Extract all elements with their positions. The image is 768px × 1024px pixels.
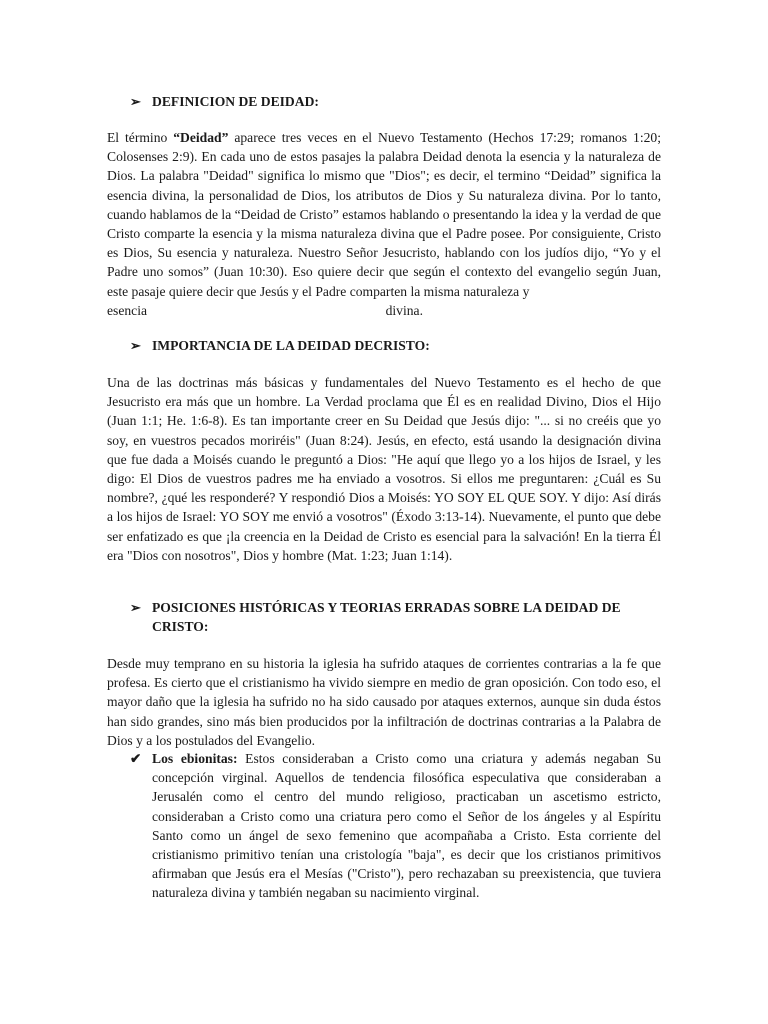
paragraph-definicion: El término “Deidad” aparece tres veces en el Nuevo Testamento (Hechos 17:29; romanos 1:20; Colosenses 2:9). En cada uno de estos pasajes la palabra Deidad denota la esencia y la naturaleza de Dios. La palabra "Deidad" significa lo mismo que "Dios"; es decir, el termino “Deidad” significa la esencia divina, la personalidad de Dios, los atributos de Dios y Su naturaleza divina. Por lo tanto, cuando hablamos de la “Deidad de Cristo” estamos hablando o presentando la idea y la verdad de que Cristo comparte la esencia y la misma naturaleza divina que el Padre posee. Por consiguiente, Cristo es Dios, Su esencia y naturaleza. Nuestro Señor Jesucristo, hablando con los judíos dijo, “Yo y el Padre uno somos” (Juan 10:30). Eso quiere decir que según el contexto del evangelio según Juan, este pasaje quiere decir que Jesús y el Padre comparten la misma naturaleza y esencia divina. bbox=[107, 128, 661, 320]
heading-text: IMPORTANCIA DE LA DEIDAD DECRISTO: bbox=[152, 338, 430, 353]
list-item-ebionitas bbox=[130, 749, 661, 903]
checkmark-icon: ✔ bbox=[130, 751, 142, 766]
arrowhead-icon: ➢ bbox=[130, 600, 141, 615]
heading-text-line-1: POSICIONES HISTÓRICAS Y TEORIAS ERRADAS SOBRE LA DEIDAD DE bbox=[152, 600, 621, 615]
arrowhead-icon: ➢ bbox=[130, 338, 141, 353]
paragraph-importancia: Una de las doctrinas más básicas y fundamentales del Nuevo Testamento es el hecho de que Jesucristo era más que un hombre. La Verdad proclama que Él es en realidad Divino, Dios el Hijo (Juan 1:1; He. 1:6-8). Es tan importante creer en Su Deidad que Jesús dijo: "... si no creéis que yo soy, en vuestros pecados moriréis" (Juan 8:24). Jesús, en efecto, está usando la designación divina que fue dada a Moisés cuando le preguntó a Dios: "He aquí que llego yo a los hijos de Israel, y les digo: El Dios de vuestros padres me ha enviado a vosotros. Si ellos me preguntaren: ¿Cuál es Su nombre?, ¿qué les responderé? Y respondió Dios a Moisés: YO SOY EL QUE SOY. Y dijo: Así dirás a los hijos de Israel: YO SOY me envió a vosotros" (Éxodo 3:13-14). Nuevamente, el punto que debe ser enfatizado es que ¡la creencia en la Deidad de Cristo es esencial para la salvación! En la tierra Él era "Dios con nosotros", Dios y hombre (Mat. 1:23; Juan 1:14). bbox=[107, 375, 661, 563]
bullet-term: Los ebionitas: bbox=[152, 751, 238, 766]
bold-term-deidad: “Deidad” bbox=[173, 130, 229, 145]
heading-text: DEFINICION DE DEIDAD: bbox=[152, 94, 319, 109]
paragraph-last-line: esencia divina. bbox=[107, 302, 423, 318]
section-heading-posiciones bbox=[130, 598, 621, 636]
heading-text-line-2: CRISTO: bbox=[152, 619, 209, 634]
section-heading-definicion bbox=[130, 92, 319, 111]
paragraph-posiciones: Desde muy temprano en su historia la iglesia ha sufrido ataques de corrientes contrarias a la fe que profesa. Es cierto que el cristianismo ha vivido siempre en medio de gran oposición. Con todo eso, el mayor daño que la iglesia ha sufrido no ha sido causado por ataques externos, aunque sin duda éstos han sido grandes, sino más bien producidos por la infiltración de doctrinas contrarias a la Palabra de Dios y a los postulados del Evangelio. bbox=[107, 656, 661, 748]
bullet-text: Los ebionitas: Estos consideraban a Cristo como una criatura y además negaban Su concepción virginal. Aquellos de tendencia filosófica especulativa que consideraban a Jerusalén como el centro del mundo religioso, practicaban un ascetismo estricto, consideraban a Cristo como una criatura pero como el Señor de los ángeles y al Espíritu Santo como un ángel de sexo femenino que acompañaba a Cristo. Esta corriente del cristianismo primitivo tenían una cristología "baja", es decir que los cristianos primitivos afirmaban que Jesús era el Mesías ("Cristo"), pero rechazaban su preexistencia, que tuviera naturaleza divina y también negaban su nacimiento virginal. bbox=[152, 751, 661, 901]
arrowhead-icon: ➢ bbox=[130, 94, 141, 109]
section-heading-importancia bbox=[130, 336, 430, 355]
